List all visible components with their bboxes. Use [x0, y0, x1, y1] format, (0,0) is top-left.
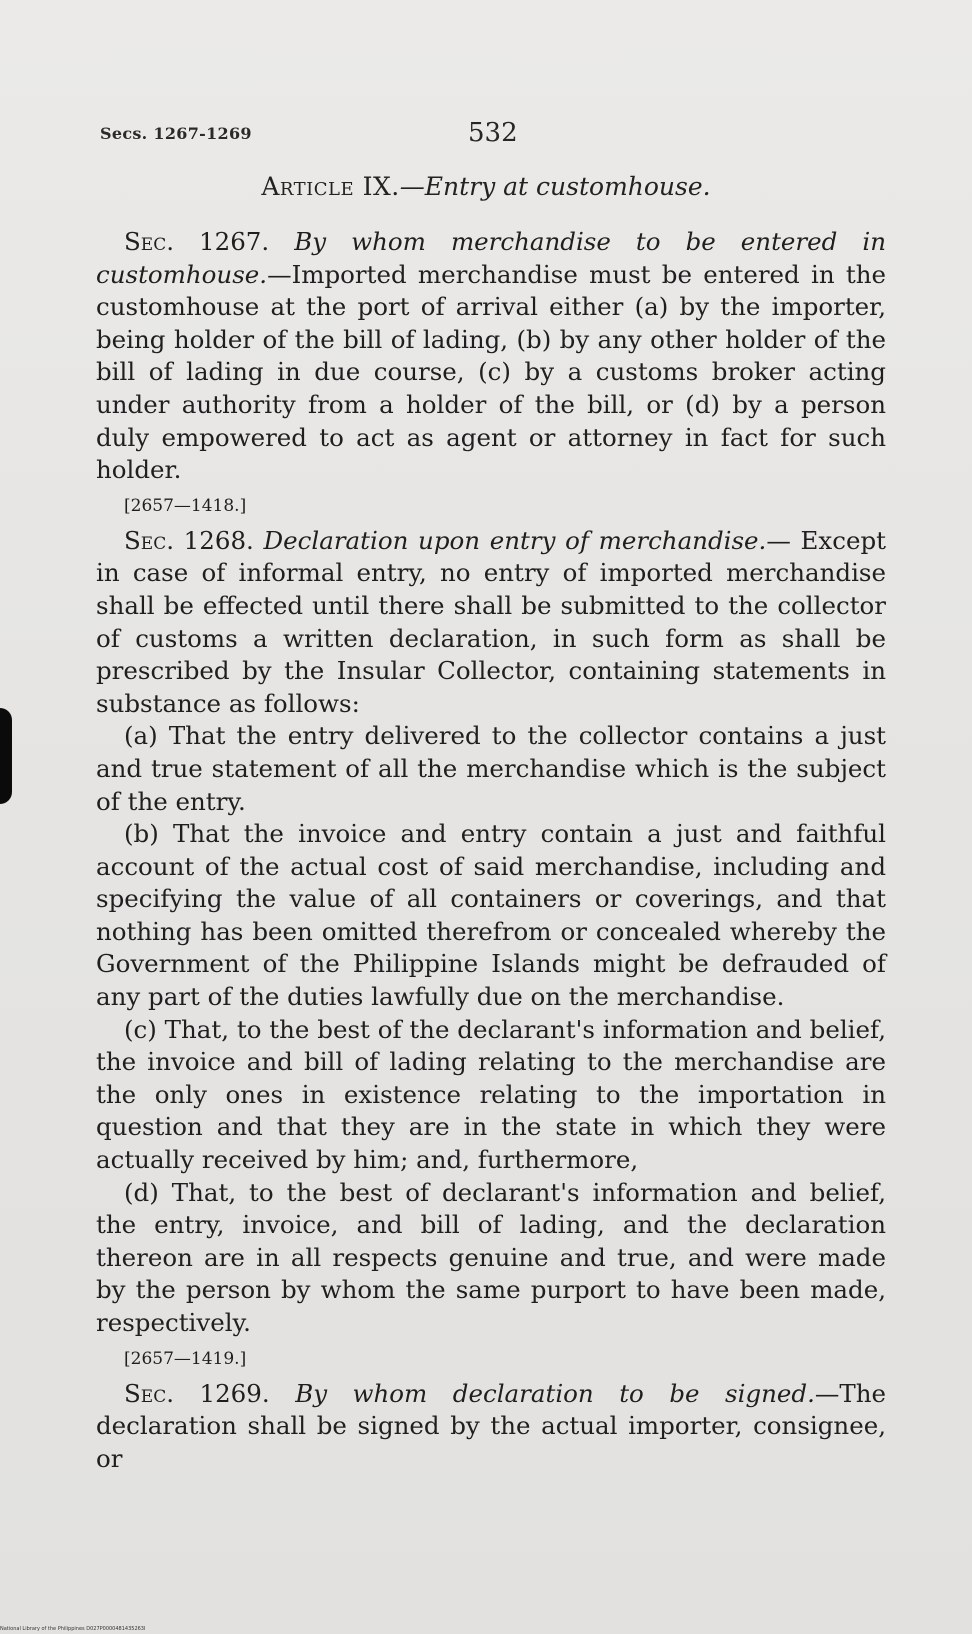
article-heading	[0, 172, 972, 201]
page-margin-shadow	[0, 708, 12, 804]
citation: [2657—1419.]	[124, 1348, 247, 1369]
running-head-sections: Secs. 1267-1269	[100, 124, 252, 143]
section-label: Sec. 1268.	[124, 525, 254, 555]
clause-b	[96, 818, 886, 1014]
section-1268	[96, 525, 886, 721]
article-title: —Entry at customhouse.	[399, 172, 711, 201]
clause-c	[96, 1014, 886, 1177]
clause-letter: (a)	[124, 721, 158, 751]
article-label: Article IX.	[261, 172, 400, 201]
section-label: Sec. 1267.	[124, 227, 270, 256]
section-text: — Except in case of informal entry, no entry of imported merchandise shall be effected until there shall be submitted to the collector of customs a written declaration, in such form as shall be prescribed by the Insular Collector, containing statements in substance as follows:	[96, 525, 886, 718]
clause-text: That, to the best of the declarant's information and belief, the invoice and bill of lading relating to the merchandise are the only ones in existence relating to the importation in question and that they are in the state in which they were actually received by him; and, furthermore,	[96, 1014, 886, 1175]
clause-letter: (b)	[124, 819, 159, 849]
section-text: —Imported merchandise must be entered in the customhouse at the port of arrival either (a) by the importer, being holder of the bill of lading, (b) by any other holder of the bill of lading in due course, (c) by a customs broker acting under authority from a holder of the bill, or (d) by a person duly empowered to act as agent or attorney in fact for such holder.	[96, 259, 886, 485]
section-1267	[96, 226, 886, 487]
clause-text: That the entry delivered to the collector contains a just and true statement of all the merchandise which is the subject of the entry.	[96, 721, 886, 816]
scan-footer: National Library of the Philippines D027P0000481435263I	[0, 1626, 146, 1632]
section-heading: By whom merchandise to be entered in customhouse.	[96, 227, 886, 289]
clause-text: That, to the best of declarant's information and belief, the entry, invoice, and bill of lading, and the declaration thereon are in all respects genuine and true, and were made by the person by whom the same purport to have been made, respectively.	[96, 1177, 886, 1337]
clause-d	[96, 1177, 886, 1340]
clause-letter: (c)	[124, 1014, 157, 1044]
section-label: Sec. 1269.	[124, 1378, 270, 1408]
clause-text: That the invoice and entry contain a just and faithful account of the actual cost of said merchandise, including and specifying the value of all containers or coverings, and that nothing has been omitted therefrom or concealed whereby the Government of the Philippine Islands might be defrauded of any part of the duties lawfully due on the merchandise.	[96, 819, 886, 1012]
section-text: —The declaration shall be signed by the actual importer, consignee, or	[96, 1378, 886, 1473]
running-head	[0, 118, 972, 154]
section-heading: By whom declaration to be signed.	[295, 1378, 815, 1408]
clause-a	[96, 720, 886, 818]
page-number: 532	[468, 118, 518, 148]
body-text	[96, 226, 886, 1475]
section-heading: Declaration upon entry of merchandise.	[263, 525, 767, 555]
section-1269	[96, 1378, 886, 1476]
citation: [2657—1418.]	[124, 495, 247, 516]
clause-letter: (d)	[124, 1177, 159, 1207]
